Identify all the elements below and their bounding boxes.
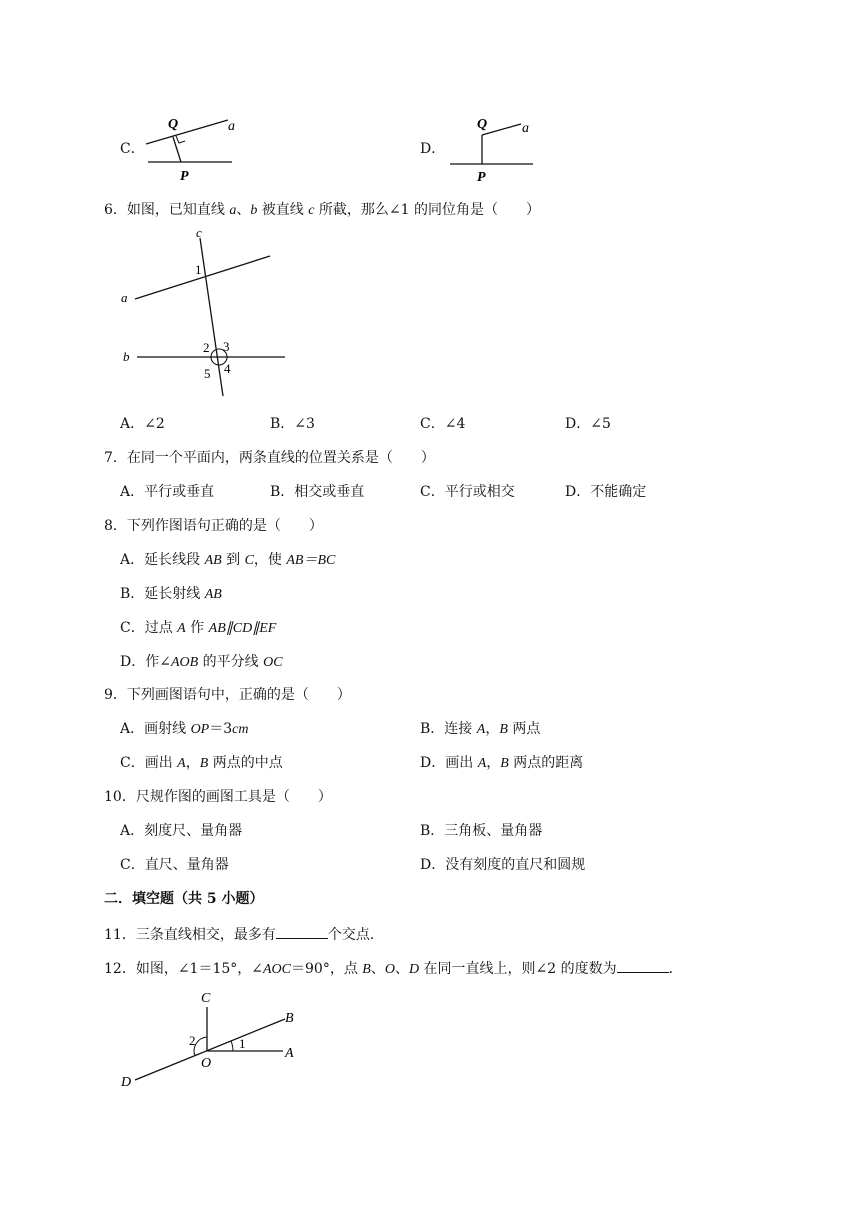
q9-c-a: A <box>177 756 186 771</box>
q7-option-b: B．相交或垂直 <box>270 484 365 500</box>
q9-d-a: A <box>477 756 487 771</box>
label-p: P <box>477 170 486 185</box>
q9-c-b: B <box>199 756 209 771</box>
label-a: a <box>121 290 128 305</box>
angle-1-label: 1 <box>239 1036 246 1051</box>
question-8-stem: 8．下列作图语句正确的是（ ） <box>104 518 323 534</box>
q5-option-c-label: C． <box>120 141 145 157</box>
q8-d-pre: D．作∠ <box>120 654 171 670</box>
q8-a-c: C <box>244 553 254 568</box>
right-angle-mark <box>176 136 185 143</box>
q9-option-b <box>420 720 540 739</box>
angle-1-label: 1 <box>195 262 202 277</box>
q8-c-a: A <box>177 621 186 636</box>
q9-b-pre: B．连接 <box>420 721 477 737</box>
q9-b-b: B <box>499 722 508 737</box>
q9-option-d <box>420 754 583 773</box>
q8-a-mid2: ，使 <box>253 552 287 568</box>
label-c: C <box>201 991 211 1006</box>
question-12-stem <box>104 958 683 979</box>
q8-c-parallel: AB∥CD∥EF <box>208 621 277 636</box>
label-a: a <box>522 121 529 136</box>
q6-figure <box>115 226 295 401</box>
label-p: P <box>180 169 189 184</box>
q10-option-b: B．三角板、量角器 <box>420 823 543 839</box>
q6-option-a: A．∠2 <box>120 416 165 432</box>
label-a: A <box>285 1046 294 1061</box>
q12-pre: 12．如图，∠1＝15°，∠ <box>104 961 263 977</box>
q8-c-pre: C．过点 <box>120 620 178 636</box>
label-q: Q <box>168 117 179 132</box>
angle-5-label: 5 <box>204 366 211 381</box>
label-a: a <box>228 119 235 134</box>
q11-post: 个交点． <box>327 927 384 943</box>
q10-option-c: C．直尺、量角器 <box>120 857 229 873</box>
q12-end: ． <box>668 961 683 977</box>
line-a <box>135 256 270 299</box>
q10-option-d: D．没有刻度的直尺和圆规 <box>420 857 586 873</box>
perpendicular-segment <box>173 137 181 162</box>
q9-d-post: 两点的距离 <box>508 755 584 771</box>
q9-a-eq: ＝3 <box>209 721 233 737</box>
angle-2-label: 2 <box>203 340 210 355</box>
q8-b-pre: B．延长射线 <box>120 586 205 602</box>
q9-b-a: A <box>476 722 486 737</box>
q6-var-c: c <box>308 203 315 218</box>
q12-post: 在同一直线上，则∠2 的度数为 <box>419 961 617 977</box>
q8-option-b <box>120 585 222 604</box>
q9-a-pre: A．画射线 <box>120 721 191 737</box>
q6-stem-post: 所截，那么∠1 的同位角是（ ） <box>314 202 541 218</box>
q9-a-op: OP <box>190 722 210 737</box>
question-7-stem: 7．在同一个平面内，两条直线的位置关系是（ ） <box>104 450 435 466</box>
question-6-stem <box>104 201 540 220</box>
q12-answer-blank <box>617 958 669 973</box>
q6-option-d: D．∠5 <box>565 416 611 432</box>
q9-c-post: 两点的中点 <box>208 755 283 771</box>
q8-b-ab: AB <box>204 587 222 602</box>
q10-option-a: A．刻度尺、量角器 <box>120 823 243 839</box>
question-11-stem <box>104 924 384 944</box>
q7-option-c: C．平行或相交 <box>420 484 515 500</box>
q6-option-b: B．∠3 <box>270 416 315 432</box>
q8-a-mid: 到 <box>221 552 245 568</box>
q8-option-d <box>120 653 283 672</box>
q9-c-pre: C．画出 <box>120 755 178 771</box>
q6-var-a: a <box>229 203 237 218</box>
q8-option-a <box>120 551 335 570</box>
q12-sep2: 、 <box>394 961 409 977</box>
q9-b-post: 两点 <box>507 721 541 737</box>
section-2-title: 二．填空题（共 5 小题） <box>104 891 264 907</box>
q8-a-eq: AB＝BC <box>286 553 336 568</box>
question-10-stem: 10．尺规作图的画图工具是（ ） <box>104 789 332 805</box>
label-b: b <box>123 349 130 364</box>
q6-stem-mid: 被直线 <box>257 202 309 218</box>
q12-d: D <box>408 962 420 977</box>
q9-d-pre: D．画出 <box>420 755 478 771</box>
q8-a-pre: A．延长线段 <box>120 552 205 568</box>
q8-d-mid: 的平分线 <box>198 654 264 670</box>
q6-var-b: b <box>250 203 258 218</box>
q5-option-c-figure <box>140 110 250 185</box>
q5-option-d-label: D． <box>420 141 446 157</box>
q12-aoc: AOC <box>263 962 291 977</box>
q6-option-c: C．∠4 <box>420 416 466 432</box>
q12-mid: ＝90°，点 <box>291 961 363 977</box>
q11-answer-blank <box>276 924 328 939</box>
q9-option-c <box>120 754 283 773</box>
q6-sep: 、 <box>236 202 251 218</box>
q9-d-b: B <box>500 756 509 771</box>
q8-d-oc: OC <box>263 655 283 670</box>
q9-b-sep: ， <box>485 721 500 737</box>
q12-b: B <box>362 962 371 977</box>
label-c: c <box>196 226 202 240</box>
label-d: D <box>121 1075 132 1090</box>
label-b: B <box>285 1011 294 1026</box>
angle-2-label: 2 <box>189 1033 196 1048</box>
angle-4-label: 4 <box>224 361 231 376</box>
q9-option-a <box>120 720 248 739</box>
q7-option-a: A．平行或垂直 <box>120 484 215 500</box>
q8-d-aob: AOB <box>170 655 199 670</box>
q8-option-c <box>120 619 276 638</box>
label-o: O <box>201 1056 212 1071</box>
q11-pre: 11．三条直线相交，最多有 <box>104 927 276 943</box>
q7-option-d: D．不能确定 <box>565 484 647 500</box>
q12-o: O <box>384 962 395 977</box>
q6-stem-pre: 6．如图，已知直线 <box>104 202 230 218</box>
q9-d-sep: ， <box>486 755 501 771</box>
q9-a-cm: cm <box>232 722 249 737</box>
q8-c-mid: 作 <box>185 620 209 636</box>
angle-1-arc <box>231 1041 233 1051</box>
line-a <box>146 120 228 144</box>
q8-a-ab: AB <box>204 553 222 568</box>
question-9-stem: 9．下列画图语句中，正确的是（ ） <box>104 687 351 703</box>
q12-sep1: 、 <box>370 961 385 977</box>
line-a <box>482 124 521 135</box>
label-q: Q <box>477 117 488 132</box>
q9-c-sep: ， <box>185 755 200 771</box>
angle-3-label: 3 <box>223 339 230 354</box>
q12-figure <box>115 985 305 1090</box>
q5-option-d-figure <box>445 110 555 185</box>
